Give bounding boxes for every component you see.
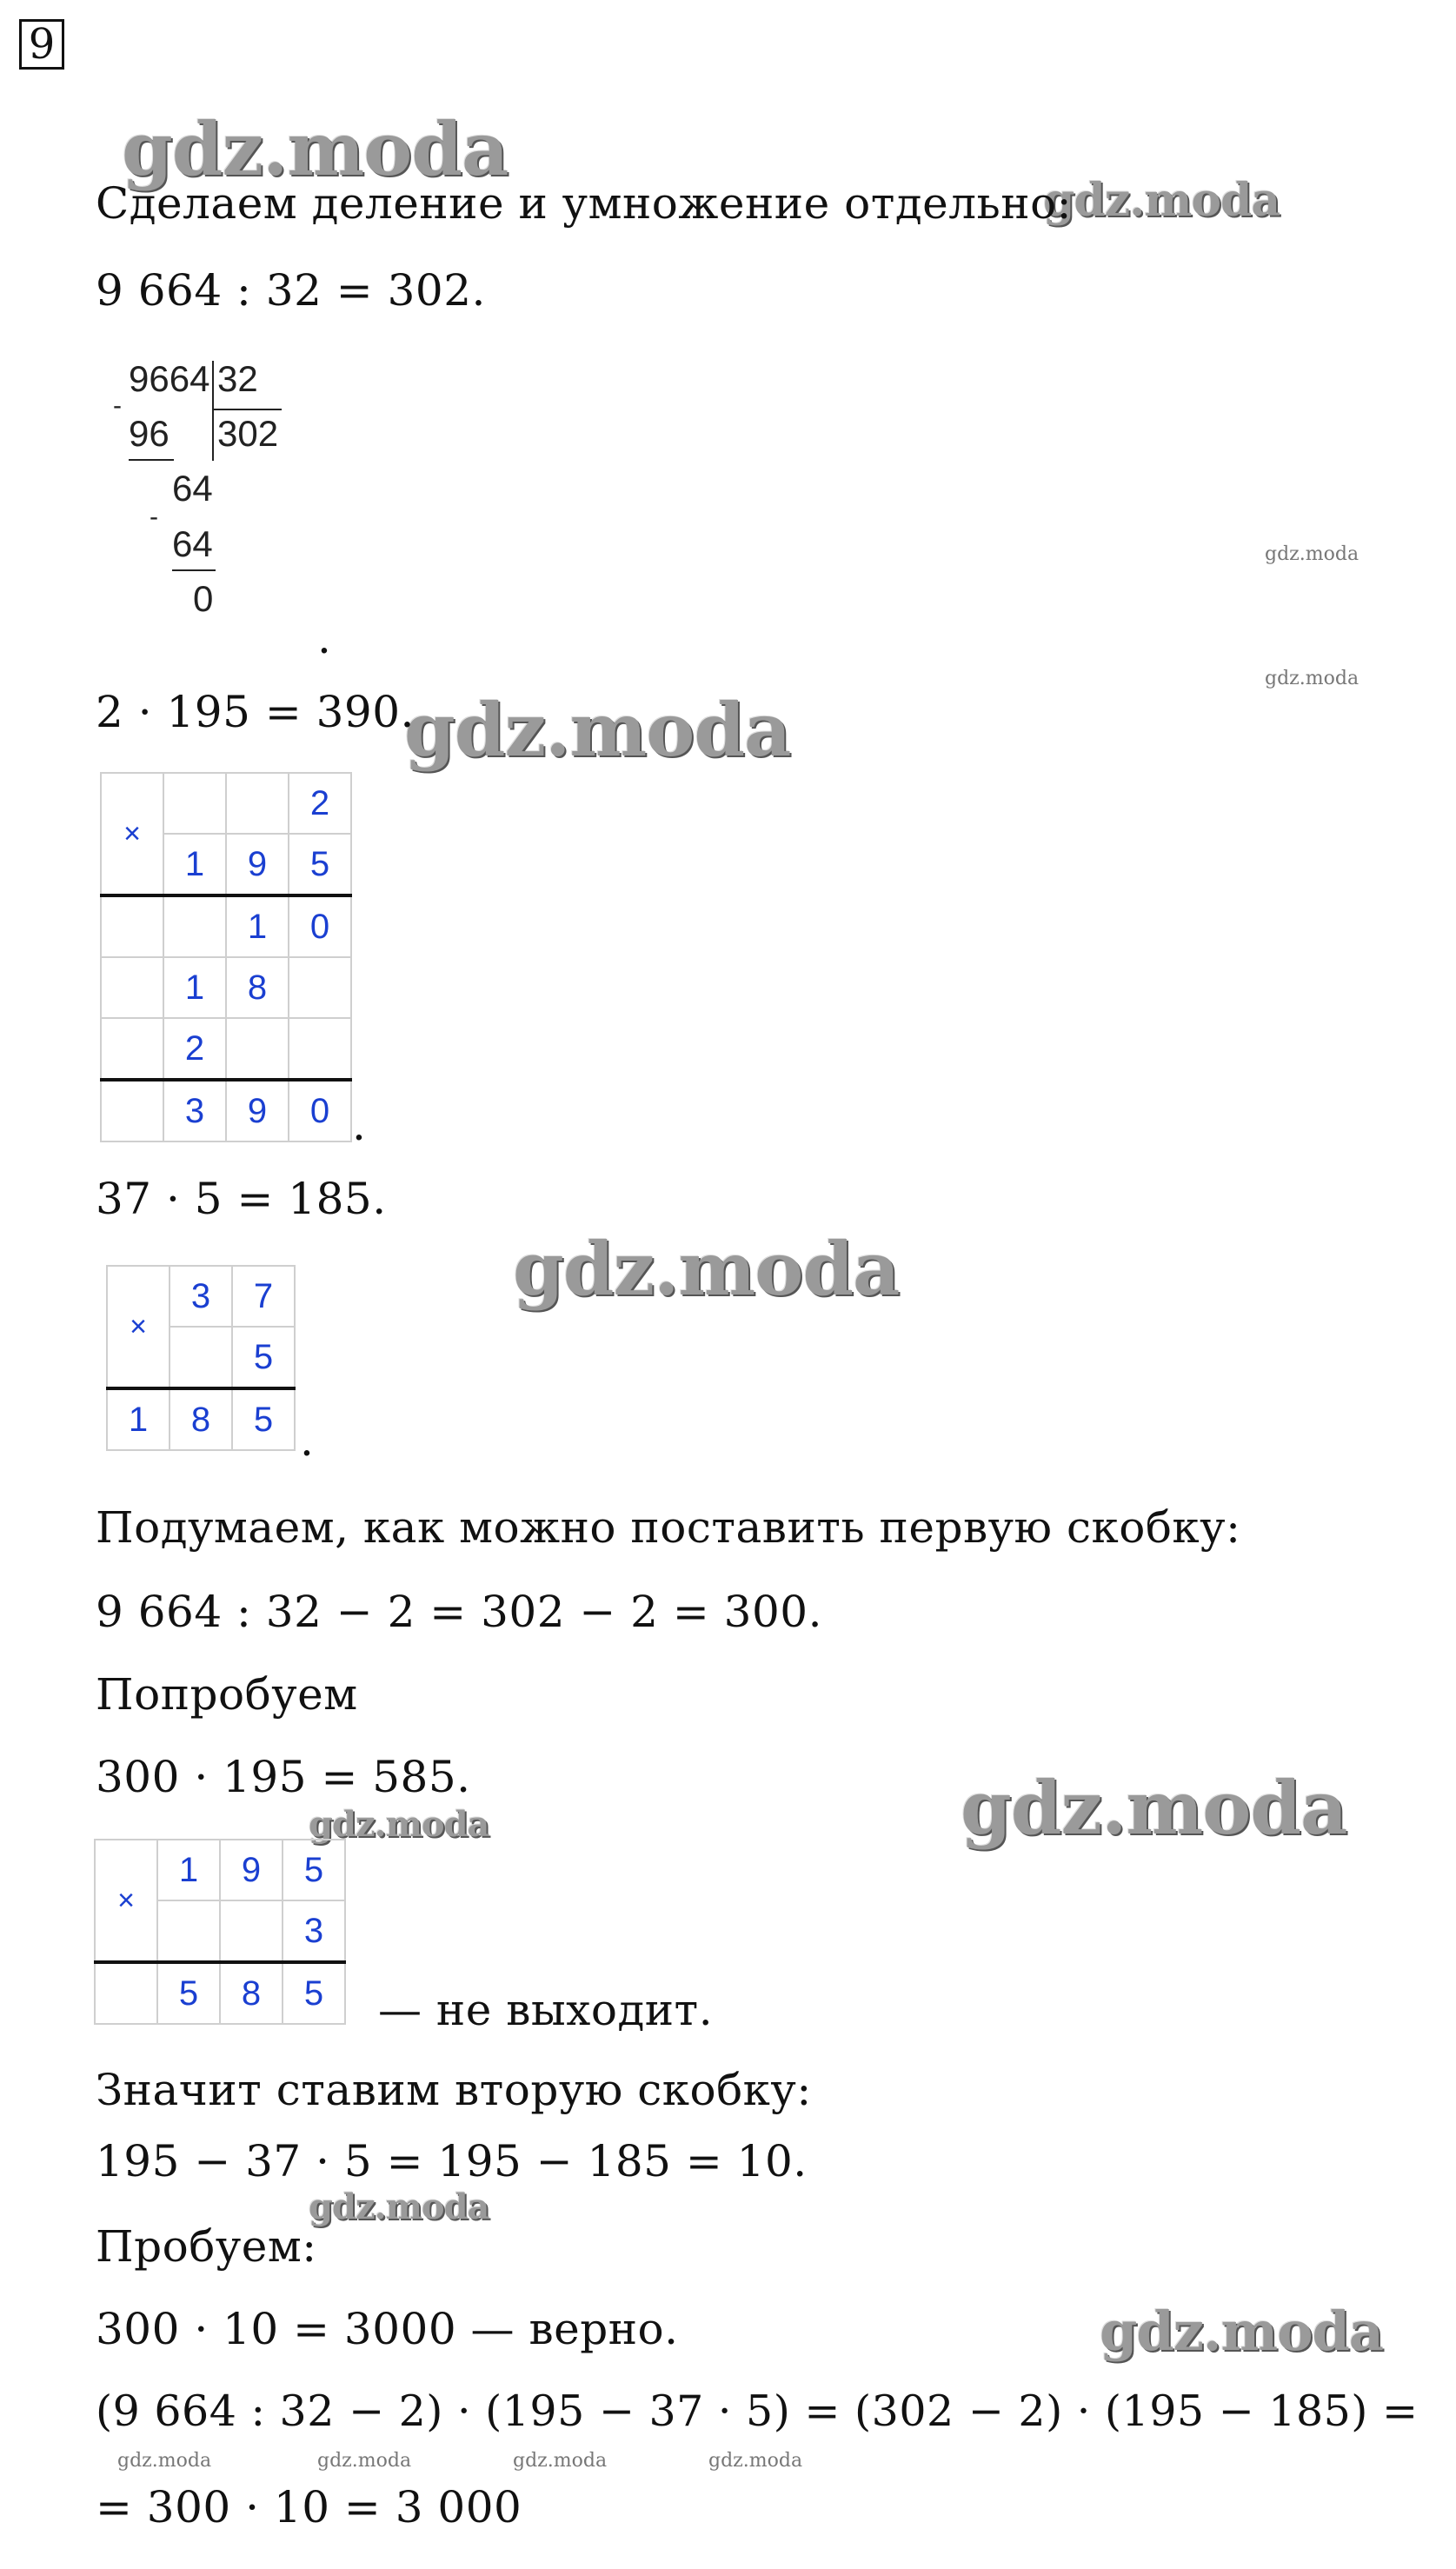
- remainder-1: 64: [172, 468, 213, 509]
- table-cell: [226, 773, 289, 834]
- table-cell: 1: [157, 1840, 220, 1900]
- table-cell: 0: [289, 1080, 351, 1141]
- watermark: gdz.moda: [961, 1765, 1347, 1851]
- second-bracket-equation: 195 − 37 · 5 = 195 − 185 = 10.: [96, 2136, 808, 2186]
- table-cell: 0: [289, 895, 351, 957]
- watermark: gdz.moda: [1265, 668, 1360, 689]
- quotient: 302: [217, 413, 279, 454]
- minus-sign: -: [113, 391, 122, 420]
- final-equation-line-2: = 300 · 10 = 3 000: [96, 2482, 522, 2532]
- table-cell: [101, 895, 163, 957]
- watermark: gdz.moda: [1265, 543, 1360, 565]
- table-cell: [220, 1900, 283, 1962]
- division-underline: [172, 569, 216, 571]
- multiply-sign: ×: [107, 1266, 170, 1388]
- table-cell: 1: [226, 895, 289, 957]
- watermark: gdz.moda: [1043, 174, 1280, 227]
- intro-text: Сделаем деление и умножение отдельно:: [96, 178, 1073, 229]
- table-cell: 3: [163, 1080, 226, 1141]
- multiplication-equation-2: 37 · 5 = 185.: [96, 1174, 387, 1224]
- watermark: gdz.moda: [1100, 2299, 1383, 2363]
- table-cell: 1: [107, 1388, 170, 1450]
- multiplication-table-3: [94, 1839, 346, 2025]
- table-cell: 1: [163, 834, 226, 895]
- watermark: gdz.moda: [317, 2450, 412, 2472]
- table-cell: [163, 895, 226, 957]
- think-text: Подумаем, как можно поставить первую скобку:: [96, 1502, 1241, 1553]
- watermark: gdz.moda: [309, 2186, 489, 2227]
- multiply-sign: ×: [101, 773, 163, 895]
- table-cell: 9: [226, 834, 289, 895]
- table-cell: [163, 773, 226, 834]
- table-cell: 5: [283, 1962, 345, 2024]
- table-cell: 8: [220, 1962, 283, 2024]
- watermark: gdz.moda: [513, 1226, 900, 1312]
- table-cell: 2: [289, 773, 351, 834]
- dividend: 9664: [129, 358, 210, 399]
- check-equation: 300 · 10 = 3000 — верно.: [96, 2304, 679, 2354]
- final-equation-line-1: (9 664 : 32 − 2) · (195 − 37 · 5) = (302 − 2) · (195 − 185) =: [96, 2386, 1419, 2436]
- subtrahend-1: 96: [129, 413, 170, 454]
- table-cell: 2: [163, 1018, 226, 1080]
- table-cell: [289, 957, 351, 1018]
- watermark: gdz.moda: [309, 1804, 489, 1845]
- watermark: gdz.moda: [404, 687, 791, 773]
- multiplication-table-2: [106, 1265, 296, 1451]
- second-bracket-intro: Значит ставим вторую скобку:: [96, 2065, 812, 2115]
- try-text: Попробуем: [96, 1669, 358, 1720]
- division-underline: [129, 459, 174, 461]
- period: .: [352, 1100, 366, 1150]
- watermark: gdz.moda: [513, 2450, 608, 2472]
- table-cell: 7: [232, 1266, 295, 1327]
- minus-sign: -: [150, 502, 158, 531]
- table-cell: 5: [232, 1388, 295, 1450]
- division-bracket: [212, 361, 214, 461]
- multiplication-equation-1: 2 · 195 = 390.: [96, 687, 415, 737]
- table-cell: 9: [226, 1080, 289, 1141]
- final-remainder: 0: [193, 578, 214, 619]
- table-cell: 1: [163, 957, 226, 1018]
- division-equation: 9 664 : 32 = 302.: [96, 265, 486, 316]
- table-cell: 5: [283, 1840, 345, 1900]
- table-cell: 8: [170, 1388, 232, 1450]
- table-cell: 5: [232, 1327, 295, 1388]
- table-cell: [170, 1327, 232, 1388]
- table-cell: [157, 1900, 220, 1962]
- first-bracket-equation: 9 664 : 32 − 2 = 302 − 2 = 300.: [96, 1587, 823, 1637]
- try2-text: Пробуем:: [96, 2221, 317, 2272]
- table-cell: [101, 1080, 163, 1141]
- division-bracket: [212, 409, 282, 410]
- watermark: gdz.moda: [708, 2450, 803, 2472]
- table-cell: [101, 1018, 163, 1080]
- period: .: [317, 613, 331, 663]
- table-cell: 5: [157, 1962, 220, 2024]
- table-cell: [289, 1018, 351, 1080]
- subtrahend-2: 64: [172, 523, 213, 564]
- table-cell: [95, 1962, 157, 2024]
- multiply-sign: ×: [95, 1840, 157, 1962]
- table-cell: 9: [220, 1840, 283, 1900]
- table-cell: 5: [289, 834, 351, 895]
- watermark: gdz.moda: [117, 2450, 212, 2472]
- task-number: 9: [19, 19, 64, 70]
- table-cell: 3: [283, 1900, 345, 1962]
- table-cell: [226, 1018, 289, 1080]
- divisor: 32: [217, 358, 258, 399]
- try-equation: 300 · 195 = 585.: [96, 1752, 471, 1802]
- period: .: [300, 1415, 314, 1466]
- table-cell: [101, 957, 163, 1018]
- watermark: gdz.moda: [122, 106, 509, 192]
- table-cell: 3: [170, 1266, 232, 1327]
- multiplication-table-1: [100, 772, 352, 1142]
- table-cell: 8: [226, 957, 289, 1018]
- not-work-text: — не выходит.: [378, 1985, 714, 2035]
